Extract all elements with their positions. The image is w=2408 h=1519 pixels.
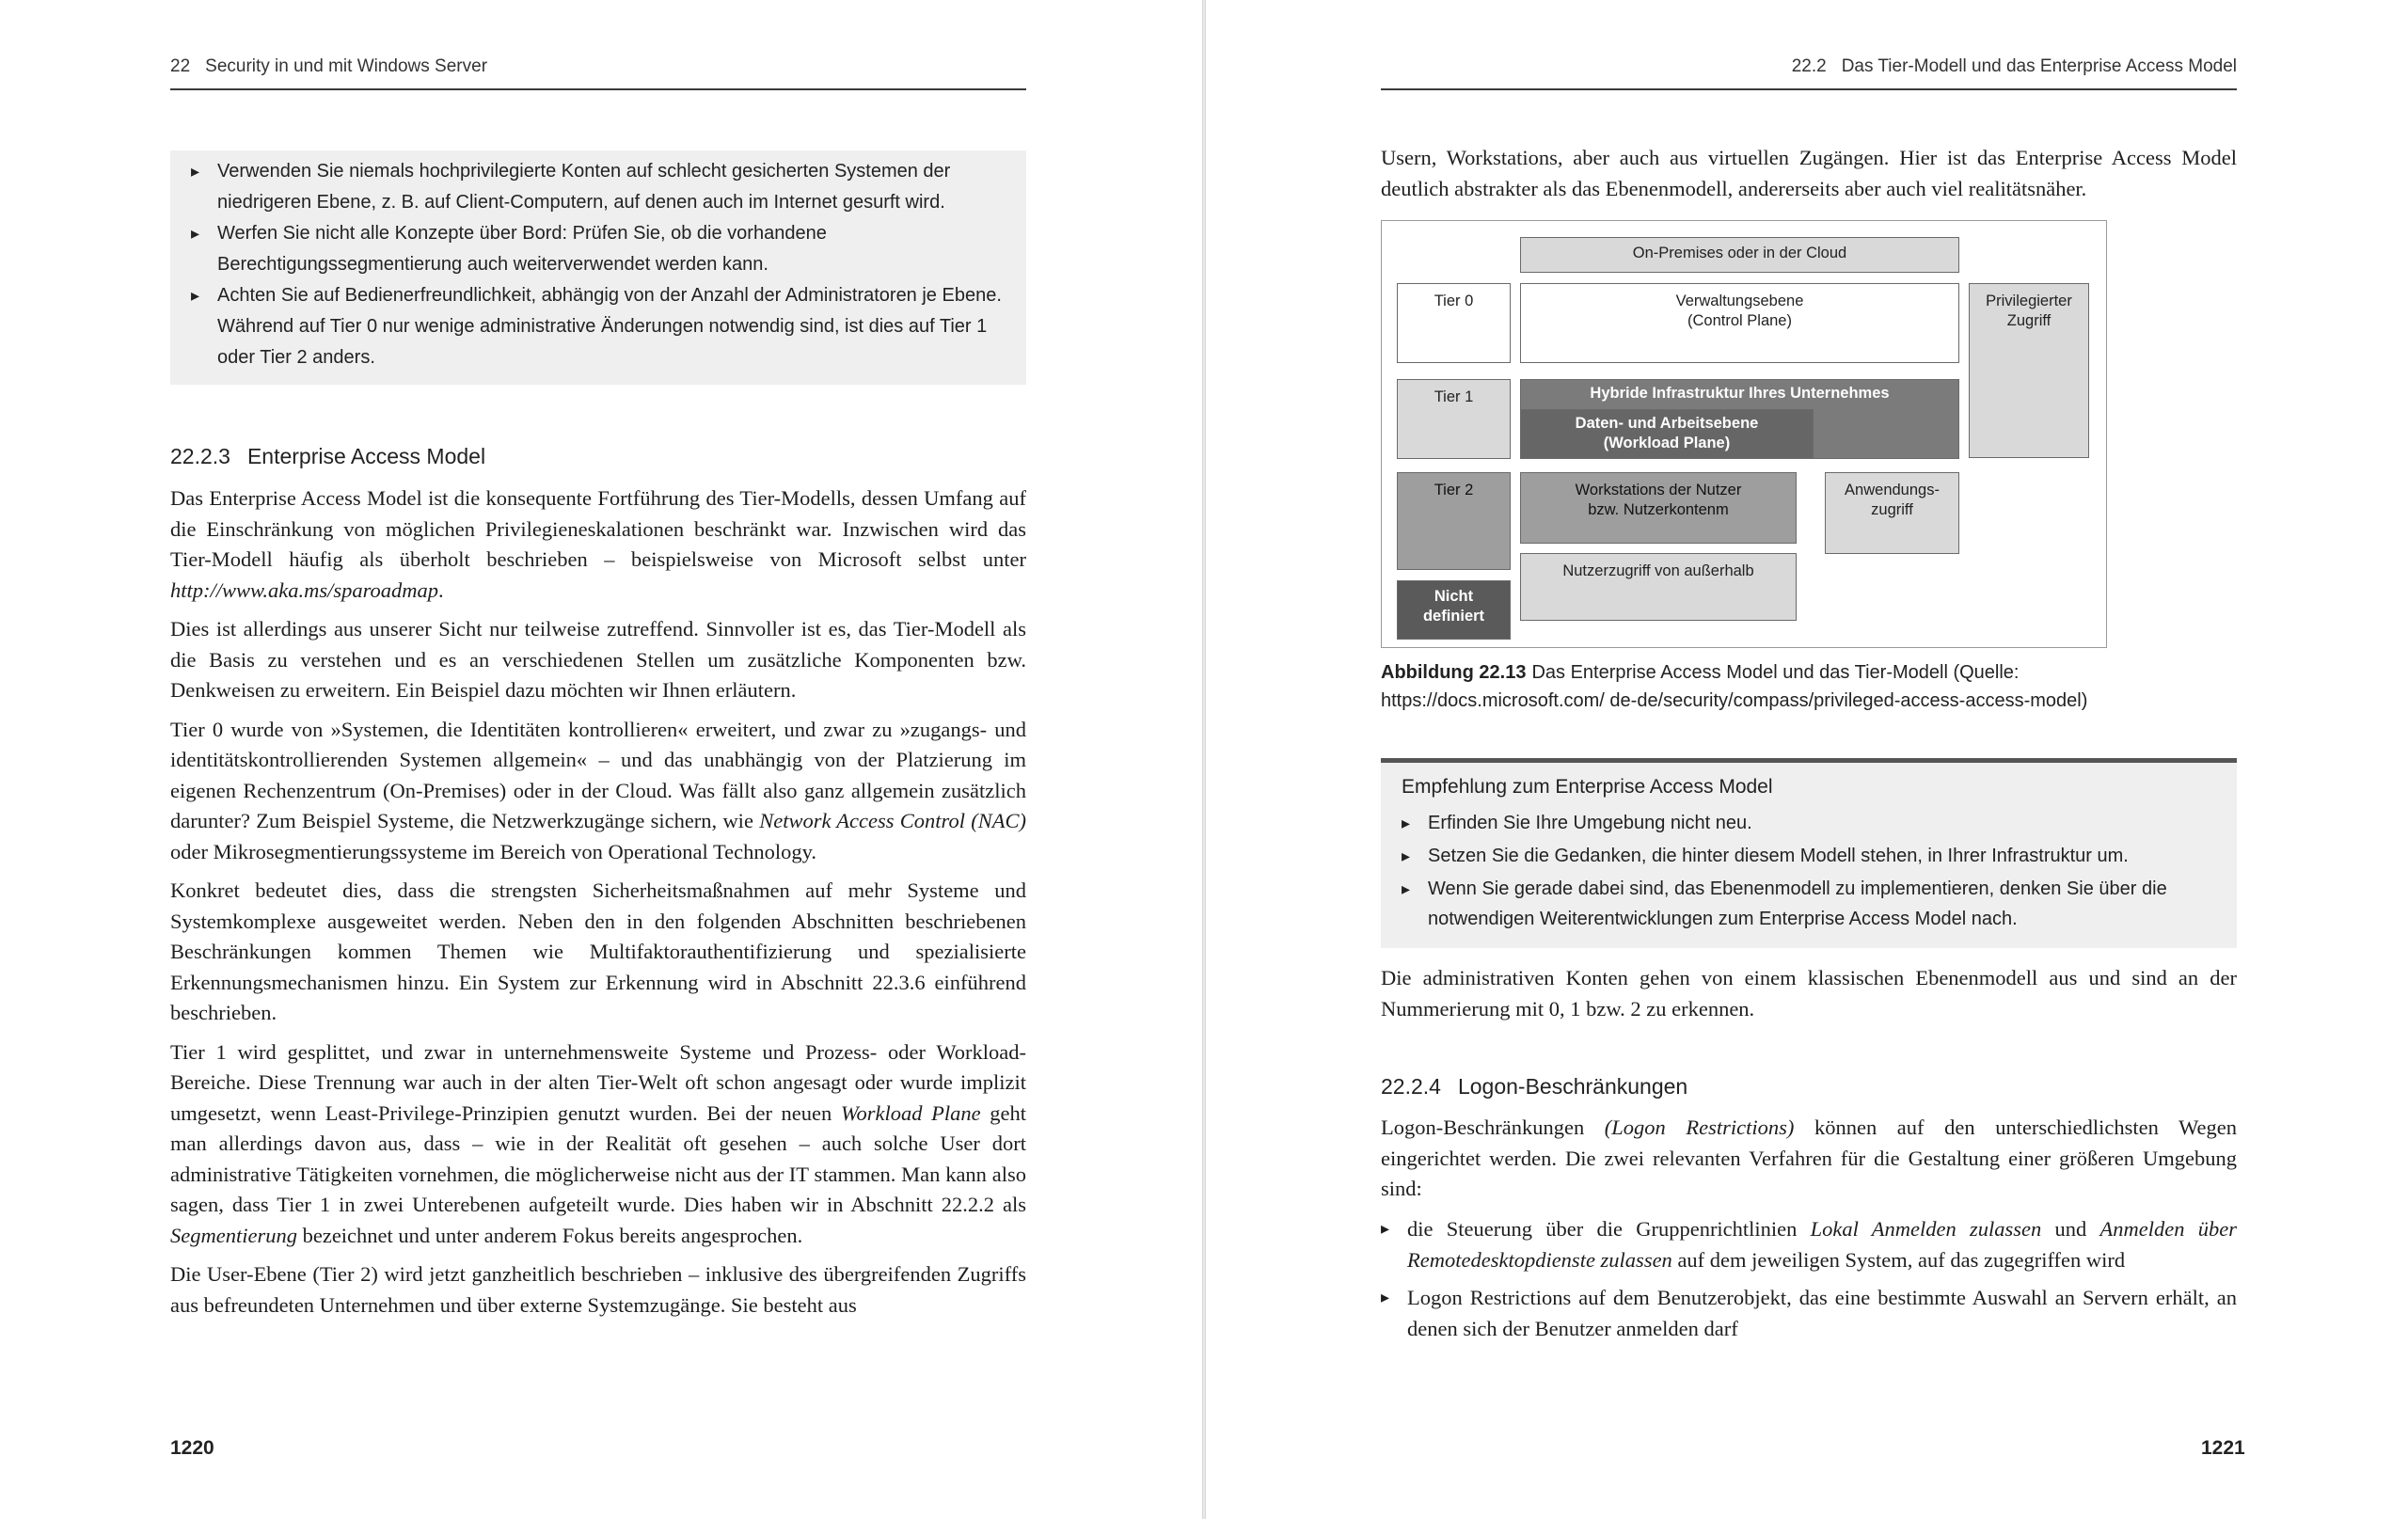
section-title: Enterprise Access Model bbox=[246, 444, 486, 468]
list-item: ▸ die Steuerung über die Gruppenrichtlinien Lokal Anmelden zulassen und Anmelden über Remotedesktopdienste zulassen auf dem jeweiligen System, auf das zugegriffen wird bbox=[1381, 1214, 2237, 1275]
section-title: Logon-Beschränkungen bbox=[1457, 1074, 1688, 1099]
note-item: ▸ Werfen Sie nicht alle Konzepte über Bord: Prüfen Sie, ob die vorhandene Berechtigungssegmentierung auch weiterverwendet werden kann. bbox=[170, 218, 1013, 280]
chapter-title: Security in und mit Windows Server bbox=[205, 56, 488, 76]
body-text-left bbox=[170, 483, 1026, 1321]
section-number: 22.2 bbox=[1791, 56, 1827, 76]
page-number-right: 1221 bbox=[2201, 1437, 2245, 1459]
privileged-access-box: Privilegierter Zugriff bbox=[1969, 283, 2089, 458]
paragraph: Dies ist allerdings aus unserer Sicht nur teilweise zutreffend. Sinnvoller ist es, das Tier-Modell als die Basis zu verstehen und es an verschiedenen Stellen um zusätzliche Komponenten bzw. Denkweisen zu erweitern. Ein Beispiel dazu möchten wir Ihnen erläutern. bbox=[170, 617, 1026, 702]
running-header-left bbox=[170, 56, 1026, 90]
recommendation-item: ▸ Wenn Sie gerade dabei sind, das Ebenenmodell zu implementieren, denken Sie über die notwendigen Weiterentwicklungen zum Enterprise Access Model nach. bbox=[1402, 874, 2220, 934]
tier1-box: Tier 1 bbox=[1397, 379, 1511, 459]
app-access-box: Anwendungs- zugriff bbox=[1825, 472, 1959, 554]
intro-paragraph: Usern, Workstations, aber auch aus virtuellen Zugängen. Hier ist das Enterprise Access Model deutlich abstrakter als das Ebenenmodell, andererseits aber auch viel realitätsnäher. bbox=[1381, 146, 2237, 200]
section-number: 22.2.3 bbox=[170, 444, 230, 468]
admin-paragraph: Die administrativen Konten gehen von einem klassischen Ebenenmodell aus und sind an der Nummerierung mit 0, 1 bzw. 2 zu erkennen. bbox=[1381, 966, 2237, 1021]
paragraph: Tier 0 wurde von »Systemen, die Identitäten kontrollieren« erweitert, und zwar zu »zugangs- und identitätskontrollierenden Systemen allgemein« – und das unabhängig von der Platzierung im eigenen Rechenzentrum (On-Premises) oder in der Cloud. Was fällt also ganz allgemein zusätzlich darunter? Zum Beispiel Systeme, die Netzwerkzugänge sichern, wie Network Access Control (NAC) oder Mikrosegmentierungssysteme im Bereich von Operational Technology. bbox=[170, 717, 1026, 863]
recommendation-item: ▸ Erfinden Sie Ihre Umgebung nicht neu. bbox=[1402, 808, 2220, 838]
user-workstations-box: Workstations der Nutzer bzw. Nutzerkontenm bbox=[1520, 472, 1797, 544]
note-box bbox=[170, 150, 1026, 385]
enterprise-access-model-diagram bbox=[1381, 220, 2107, 648]
tier0-box: Tier 0 bbox=[1397, 283, 1511, 363]
paragraph: Konkret bedeutet dies, dass die strengsten Sicherheitsmaßnahmen auf mehr Systeme und Systemkomplexe ausgeweitet werden. Neben den in den folgenden Abschnitten beschriebenen Beschränkungen kommen Themen wie Multifaktorauthentifizierung und spezialisierte Erkennungsmechanismen hinzu. Ein System zur Erkennung wird in Abschnitt 22.3.6 einführend beschrieben. bbox=[170, 878, 1026, 1024]
logon-paragraph: Logon-Beschränkungen (Logon Restrictions) können auf den unterschiedlichsten Wegen eingerichtet werden. Die zwei relevanten Verfahren für die Gestaltung einer größeren Umgebung sind: bbox=[1381, 1116, 2237, 1200]
recommendation-title: Empfehlung zum Enterprise Access Model bbox=[1402, 776, 1773, 798]
running-header-right bbox=[1381, 56, 2237, 90]
note-item: ▸ Achten Sie auf Bedienerfreundlichkeit, abhängig von der Anzahl der Administratoren je Ebene. Während auf Tier 0 nur wenige administrative Änderungen notwendig sind, ist dies auf Tier 1 oder Tier 2 anders. bbox=[170, 280, 1013, 373]
left-page bbox=[0, 0, 1202, 1519]
external-access-box: Nutzerzugriff von außerhalb bbox=[1520, 553, 1797, 621]
logon-bullets bbox=[1381, 1214, 2237, 1352]
onprem-cloud-box: On-Premises oder in der Cloud bbox=[1520, 237, 1959, 273]
workload-plane-box: Daten- und Arbeitsebene (Workload Plane) bbox=[1520, 409, 1814, 459]
section-title: Das Tier-Modell und das Enterprise Access Model bbox=[1841, 56, 2237, 76]
tier2-box: Tier 2 bbox=[1397, 472, 1511, 570]
section-heading bbox=[170, 444, 485, 469]
chapter-number: 22 bbox=[170, 56, 191, 76]
page-number-left: 1220 bbox=[170, 1437, 214, 1459]
recommendation-item: ▸ Setzen Sie die Gedanken, die hinter diesem Modell stehen, in Ihrer Infrastruktur um. bbox=[1402, 841, 2220, 871]
link-sparoadmap[interactable]: http://www.aka.ms/sparoadmap bbox=[170, 578, 439, 602]
right-page bbox=[1206, 0, 2408, 1519]
recommendation-box bbox=[1381, 758, 2237, 948]
hybrid-infrastructure-box: Hybride Infrastruktur Ihres Unternehmes bbox=[1520, 379, 1959, 459]
section-number: 22.2.4 bbox=[1381, 1074, 1441, 1099]
section-heading bbox=[1381, 1074, 1687, 1100]
figure-caption: Abbildung 22.13 Das Enterprise Access Model und das Tier-Modell (Quelle: https://docs.microsoft.com/ de-de/security/compass/privileged-access-access-model) bbox=[1381, 662, 2088, 711]
note-item: ▸ Verwenden Sie niemals hochprivilegierte Konten auf schlecht gesicherten Systemen der niedrigeren Ebene, z. B. auf Client-Computern, auf denen auch im Internet gesurft wird. bbox=[170, 156, 1013, 218]
paragraph: Tier 1 wird gesplittet, und zwar in unternehmensweite Systeme und Prozess- oder Workload-Bereiche. Diese Trennung war auch in der alten Tier-Welt oft schon angesagt oder wurde implizit umgesetzt, wenn Least-Privilege-Prinzipien genutzt wurden. Bei der neuen Workload Plane geht man allerdings davon aus, dass – wie in der Realität oft gesehen – auch solche User dort administrative Tätigkeiten vornehmen, die möglicherweise nicht aus der IT stammen. Man kann also sagen, dass Tier 1 in zwei Unterebenen aufgeteilt wurde. Dies haben wir in Abschnitt 22.2.2 als Segmentierung bezeichnet und unter anderem Fokus bereits angesprochen. bbox=[170, 1039, 1026, 1247]
list-item: ▸ Logon Restrictions auf dem Benutzerobjekt, das eine bestimmte Auswahl an Servern erhält, an denen sich der Benutzer anmelden darf bbox=[1381, 1283, 2237, 1344]
paragraph: Das Enterprise Access Model ist die konsequente Fortführung des Tier-Modells, dessen Umfang auf die Einschränkung von möglichen Privilegieneskalationen beschränkt war. Inzwischen wird das Tier-Modell häufig als überholt beschrieben – beispielsweise von Microsoft selbst unter http://www.aka.ms/sparoadmap. bbox=[170, 486, 1026, 602]
undefined-box: Nicht definiert bbox=[1397, 580, 1511, 640]
control-plane-box: Verwaltungsebene (Control Plane) bbox=[1520, 283, 1959, 363]
paragraph: Die User-Ebene (Tier 2) wird jetzt ganzheitlich beschrieben – inklusive des übergreifenden Zugriffs aus befreundeten Unternehmen und über externe Systemzugänge. Sie besteht aus bbox=[170, 1262, 1026, 1317]
